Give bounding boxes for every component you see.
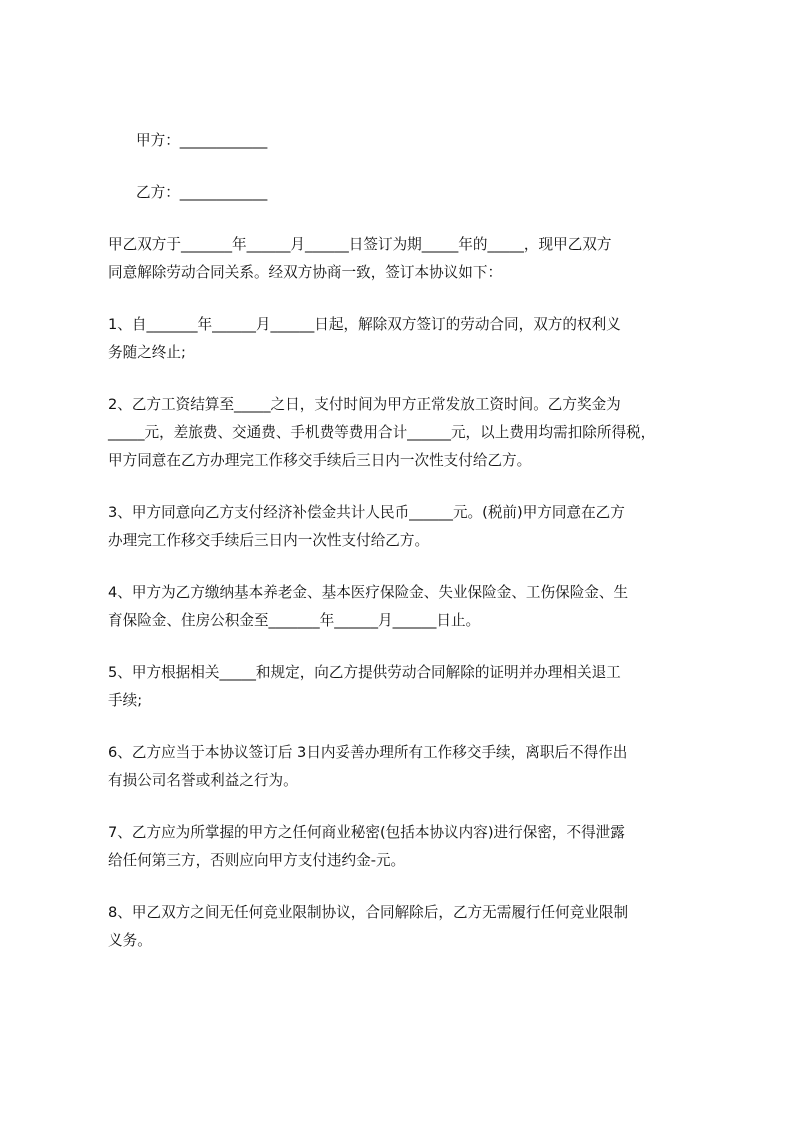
clause-2-line-3: 甲方同意在乙方办理完工作移交手续后三日内一次性支付给乙方。 — [108, 452, 532, 469]
party-b-line: 乙方：____________ — [136, 184, 268, 201]
clause-3-line-2: 办理完工作移交手续后三日内一次性支付给乙方。 — [108, 532, 430, 549]
clause-8-line-1: 8、甲乙双方之间无任何竞业限制协议，合同解除后，乙方无需履行任何竞业限制 — [108, 904, 629, 921]
clause-6-line-2: 有损公司名誉或利益之行为。 — [108, 772, 298, 789]
intro-line-2: 同意解除劳动合同关系。经双方协商一致，签订本协议如下： — [108, 264, 503, 281]
party-a-line: 甲方：____________ — [136, 132, 268, 149]
clause-7-line-2: 给任何第三方，否则应向甲方支付违约金-元。 — [108, 852, 406, 869]
clause-1-line-2: 务随之终止; — [108, 344, 186, 361]
clause-5-line-1: 5、甲方根据相关_____和规定，向乙方提供劳动合同解除的证明并办理相关退工 — [108, 664, 621, 681]
clause-4-line-1: 4、甲方为乙方缴纳基本养老金、基本医疗保险金、失业保险金、工伤保险金、生 — [108, 584, 629, 601]
clause-3-line-1: 3、甲方同意向乙方支付经济补偿金共计人民币______元。(税前)甲方同意在乙方 — [108, 504, 625, 521]
clause-5-line-2: 手续; — [108, 692, 143, 709]
clause-6-line-1: 6、乙方应当于本协议签订后 3日内妥善办理所有工作移交手续，离职后不得作出 — [108, 744, 628, 761]
clause-2-line-2: _____元，差旅费、交通费、手机费等费用合计______元，以上费用均需扣除所得税， — [108, 424, 656, 441]
intro-line-1: 甲乙双方于_______年______月______日签订为期_____年的_____，现甲乙双方 — [108, 236, 612, 253]
clause-8-line-2: 义务。 — [108, 932, 152, 949]
clause-2-line-1: 2、乙方工资结算至_____之日，支付时间为甲方正常发放工资时间。乙方奖金为 — [108, 396, 621, 413]
clause-7-line-1: 7、乙方应为所掌握的甲方之任何商业秘密(包括本协议内容)进行保密，不得泄露 — [108, 824, 625, 841]
clause-1-line-1: 1、自_______年______月______日起，解除双方签订的劳动合同，双方的权利义 — [108, 316, 621, 333]
clause-4-line-2: 育保险金、住房公积金至_______年______月______日止。 — [108, 612, 481, 629]
